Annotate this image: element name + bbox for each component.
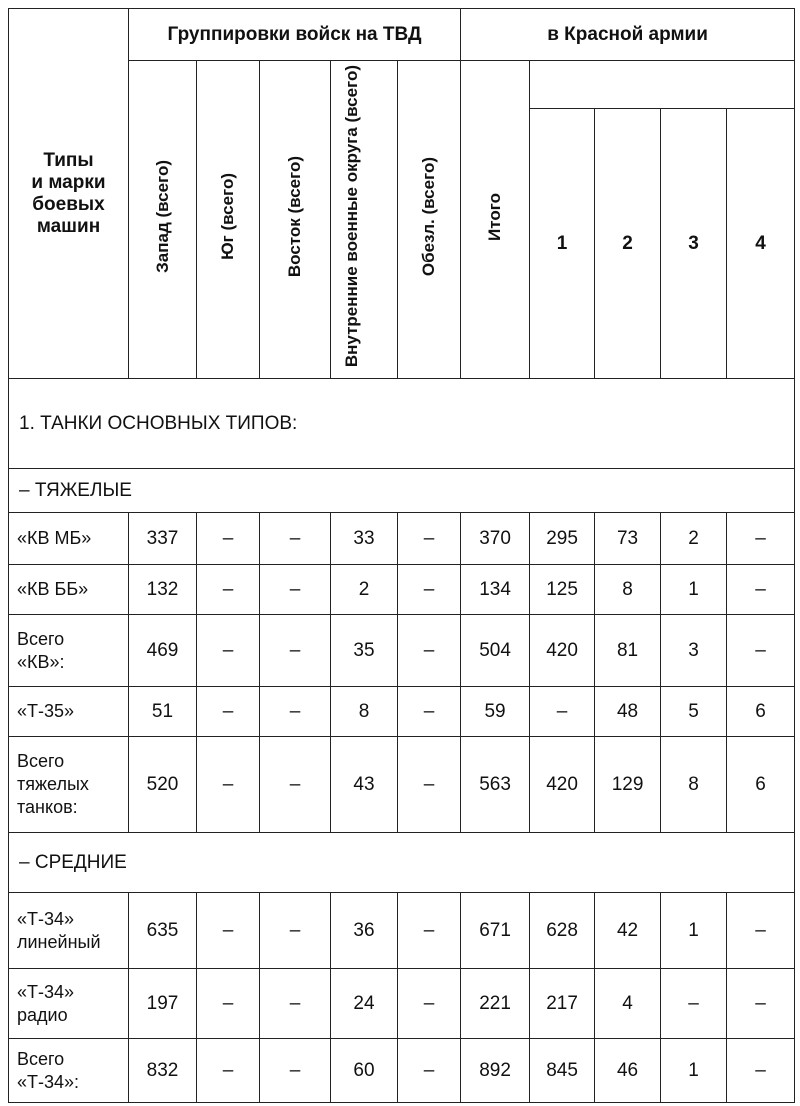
col-header-cat-3: 3 bbox=[661, 109, 727, 379]
cell-east: – bbox=[260, 565, 331, 615]
cell-cat-1: – bbox=[530, 687, 595, 737]
cell-noblood: – bbox=[398, 893, 461, 969]
col-header-east: Восток (всего) bbox=[260, 61, 331, 379]
cell-south: – bbox=[197, 969, 260, 1039]
cell-cat-2: 4 bbox=[595, 969, 661, 1039]
cell-internal: 2 bbox=[331, 565, 398, 615]
cell-total: 563 bbox=[461, 737, 530, 833]
table-row bbox=[9, 565, 795, 615]
row-label: «Т-35» bbox=[9, 687, 129, 737]
types-header: Типы и марки боевых машин bbox=[9, 9, 129, 379]
cell-west: 197 bbox=[129, 969, 197, 1039]
cell-cat-3: 1 bbox=[661, 1039, 727, 1103]
col-header-south: Юг (всего) bbox=[197, 61, 260, 379]
cell-internal: 8 bbox=[331, 687, 398, 737]
cell-noblood: – bbox=[398, 615, 461, 687]
cell-cat-4: 6 bbox=[727, 737, 795, 833]
cell-internal: 36 bbox=[331, 893, 398, 969]
cell-cat-4: – bbox=[727, 893, 795, 969]
cell-noblood: – bbox=[398, 687, 461, 737]
cell-east: – bbox=[260, 687, 331, 737]
row-label: Всего тяжелых танков: bbox=[9, 737, 129, 833]
army-group-header: в Красной армии bbox=[461, 9, 795, 61]
cell-cat-4: 6 bbox=[727, 687, 795, 737]
cell-cat-3: 2 bbox=[661, 513, 727, 565]
cell-internal: 24 bbox=[331, 969, 398, 1039]
cell-cat-4: – bbox=[727, 969, 795, 1039]
cell-cat-1: 125 bbox=[530, 565, 595, 615]
cell-east: – bbox=[260, 1039, 331, 1103]
col-header-cat-4: 4 bbox=[727, 109, 795, 379]
cell-south: – bbox=[197, 893, 260, 969]
section-medium: – СРЕДНИЕ bbox=[9, 833, 795, 893]
cell-total: 134 bbox=[461, 565, 530, 615]
cell-east: – bbox=[260, 737, 331, 833]
table-row bbox=[9, 615, 795, 687]
col-header-west: Запад (всего) bbox=[129, 61, 197, 379]
cell-cat-1: 845 bbox=[530, 1039, 595, 1103]
col-header-cat-1: 1 bbox=[530, 109, 595, 379]
table-row bbox=[9, 513, 795, 565]
cell-south: – bbox=[197, 737, 260, 833]
cell-west: 51 bbox=[129, 687, 197, 737]
table-row bbox=[9, 1039, 795, 1103]
cell-west: 635 bbox=[129, 893, 197, 969]
cell-cat-4: – bbox=[727, 513, 795, 565]
cell-south: – bbox=[197, 513, 260, 565]
cell-west: 520 bbox=[129, 737, 197, 833]
table-row bbox=[9, 687, 795, 737]
tank-distribution-table bbox=[8, 8, 795, 1103]
cell-cat-2: 42 bbox=[595, 893, 661, 969]
cell-east: – bbox=[260, 513, 331, 565]
cell-internal: 35 bbox=[331, 615, 398, 687]
section-heavy: – ТЯЖЕЛЫЕ bbox=[9, 469, 795, 513]
category-group-spacer bbox=[530, 61, 795, 109]
cell-noblood: – bbox=[398, 969, 461, 1039]
cell-noblood: – bbox=[398, 737, 461, 833]
cell-west: 337 bbox=[129, 513, 197, 565]
row-label: «КВ МБ» bbox=[9, 513, 129, 565]
cell-cat-3: 1 bbox=[661, 893, 727, 969]
cell-cat-1: 295 bbox=[530, 513, 595, 565]
cell-internal: 60 bbox=[331, 1039, 398, 1103]
cell-noblood: – bbox=[398, 1039, 461, 1103]
cell-cat-4: – bbox=[727, 565, 795, 615]
cell-cat-2: 46 bbox=[595, 1039, 661, 1103]
row-label: «Т-34» линейный bbox=[9, 893, 129, 969]
theater-group-header: Группировки войск на ТВД bbox=[129, 9, 461, 61]
col-header-total: Итого bbox=[461, 61, 530, 379]
cell-west: 132 bbox=[129, 565, 197, 615]
cell-south: – bbox=[197, 565, 260, 615]
cell-noblood: – bbox=[398, 565, 461, 615]
cell-internal: 43 bbox=[331, 737, 398, 833]
table-row bbox=[9, 893, 795, 969]
cell-cat-3: 1 bbox=[661, 565, 727, 615]
cell-cat-1: 217 bbox=[530, 969, 595, 1039]
cell-cat-4: – bbox=[727, 1039, 795, 1103]
cell-cat-3: 3 bbox=[661, 615, 727, 687]
cell-west: 469 bbox=[129, 615, 197, 687]
cell-cat-2: 8 bbox=[595, 565, 661, 615]
cell-east: – bbox=[260, 893, 331, 969]
row-label: Всего «Т-34»: bbox=[9, 1039, 129, 1103]
row-label: «Т-34» радио bbox=[9, 969, 129, 1039]
cell-total: 892 bbox=[461, 1039, 530, 1103]
cell-cat-1: 420 bbox=[530, 615, 595, 687]
cell-cat-2: 48 bbox=[595, 687, 661, 737]
cell-east: – bbox=[260, 969, 331, 1039]
cell-total: 221 bbox=[461, 969, 530, 1039]
section-main-tanks: 1. ТАНКИ ОСНОВНЫХ ТИПОВ: bbox=[9, 379, 795, 469]
table-row bbox=[9, 969, 795, 1039]
cell-cat-2: 129 bbox=[595, 737, 661, 833]
cell-total: 59 bbox=[461, 687, 530, 737]
cell-total: 370 bbox=[461, 513, 530, 565]
cell-south: – bbox=[197, 615, 260, 687]
cell-cat-3: 5 bbox=[661, 687, 727, 737]
cell-total: 504 bbox=[461, 615, 530, 687]
cell-internal: 33 bbox=[331, 513, 398, 565]
row-label: «КВ ББ» bbox=[9, 565, 129, 615]
col-header-internal: Внутренние военные округа (всего) bbox=[331, 61, 398, 379]
cell-west: 832 bbox=[129, 1039, 197, 1103]
cell-cat-1: 628 bbox=[530, 893, 595, 969]
cell-cat-2: 81 bbox=[595, 615, 661, 687]
cell-cat-1: 420 bbox=[530, 737, 595, 833]
cell-cat-4: – bbox=[727, 615, 795, 687]
cell-cat-3: – bbox=[661, 969, 727, 1039]
col-header-noblood: Обезл. (всего) bbox=[398, 61, 461, 379]
table-row bbox=[9, 737, 795, 833]
cell-south: – bbox=[197, 687, 260, 737]
col-header-cat-2: 2 bbox=[595, 109, 661, 379]
cell-cat-3: 8 bbox=[661, 737, 727, 833]
row-label: Всего «КВ»: bbox=[9, 615, 129, 687]
cell-cat-2: 73 bbox=[595, 513, 661, 565]
cell-south: – bbox=[197, 1039, 260, 1103]
cell-noblood: – bbox=[398, 513, 461, 565]
cell-east: – bbox=[260, 615, 331, 687]
cell-total: 671 bbox=[461, 893, 530, 969]
